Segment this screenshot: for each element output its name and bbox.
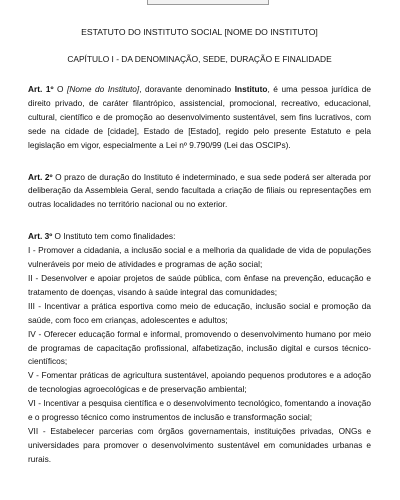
article-3-intro bbox=[28, 230, 371, 244]
article-2-label: Art. 2º bbox=[28, 171, 53, 182]
institute-short-name: Instituto bbox=[234, 84, 268, 94]
finality-item-ii: II - Desenvolver e apoiar projetos de saúde pública, com ênfase na prevenção, educação e tratamento de doenças, visando à saúde integral das comunidades; bbox=[28, 272, 371, 297]
article-1-label: Art. 1º bbox=[28, 84, 54, 94]
article-3-intro-text: O Instituto tem como finalidades: bbox=[52, 231, 176, 242]
article-1 bbox=[28, 83, 371, 153]
article-3 bbox=[28, 230, 371, 466]
finality-item-vi: VI - Incentivar a pesquisa científica e o desenvolvimento tecnológico, fomentando a inovação e o progresso técnico como instrumentos de inclusão e transformação social; bbox=[28, 398, 371, 423]
article-1-text-part: , doravante denominado bbox=[139, 84, 235, 94]
article-2 bbox=[28, 171, 371, 213]
finality-item-i: I - Promover a cidadania, a inclusão social e a melhoria da qualidade de vida de populações vulneráveis por meio de atividades e programas de ação social; bbox=[28, 245, 371, 270]
finality-item-v: V - Fomentar práticas de agricultura sustentável, apoiando pequenos produtores e a adoção de tecnologias agroecológicas e de preservação ambiental; bbox=[28, 370, 371, 395]
finality-item-iii: III - Incentivar a prática esportiva como meio de educação, inclusão social e promoção da saúde, com foco em crianças, adolescentes e adultos; bbox=[28, 300, 371, 325]
document-page bbox=[28, 0, 371, 467]
article-1-text bbox=[28, 83, 371, 153]
article-1-text-part: , é uma pessoa jurídica de direito privado, de caráter filantrópico, assistencial, promocional, recreativo, educacional, cultural, científico e de promoção ao desenvolvimento sustentável, sem fins lucrativos, com sede na cidade de [cidade], Estado de [Estado], regido pelo presente Estatuto e pela legislação em vigor, especialmente a Lei nº 9.790/99 (Lei das OSCIPs). bbox=[28, 84, 371, 150]
article-2-text-part: O prazo de duração do Instituto é indeterminado, e sua sede poderá ser alterada por deliberação da Assembleia Geral, sendo facultada a criação de filiais ou representações em outras localidades no território nacional ou no exterior. bbox=[28, 171, 371, 210]
chapter-title: CAPÍTULO I - DA DENOMINAÇÃO, SEDE, DURAÇÃO E FINALIDADE bbox=[67, 54, 332, 64]
institute-name-placeholder: [Nome do Instituto] bbox=[67, 84, 140, 94]
document-title: ESTATUTO DO INSTITUTO SOCIAL [NOME DO INSTITUTO] bbox=[81, 27, 318, 37]
article-1-text-part: O bbox=[53, 84, 68, 94]
article-3-label: Art. 3º bbox=[28, 231, 53, 242]
finality-item-iv: IV - Oferecer educação formal e informal, promovendo o desenvolvimento humano por meio de programas de capacitação profissional, alfabetização, inclusão digital e cursos técnico-científicos; bbox=[28, 328, 371, 367]
article-2-text bbox=[28, 171, 371, 213]
finality-item-vii: VII - Estabelecer parcerias com órgãos governamentais, instituições privadas, ONGs e universidades para promover o desenvolvimento sustentável em comunidades urbanas e rurais. bbox=[28, 425, 371, 464]
